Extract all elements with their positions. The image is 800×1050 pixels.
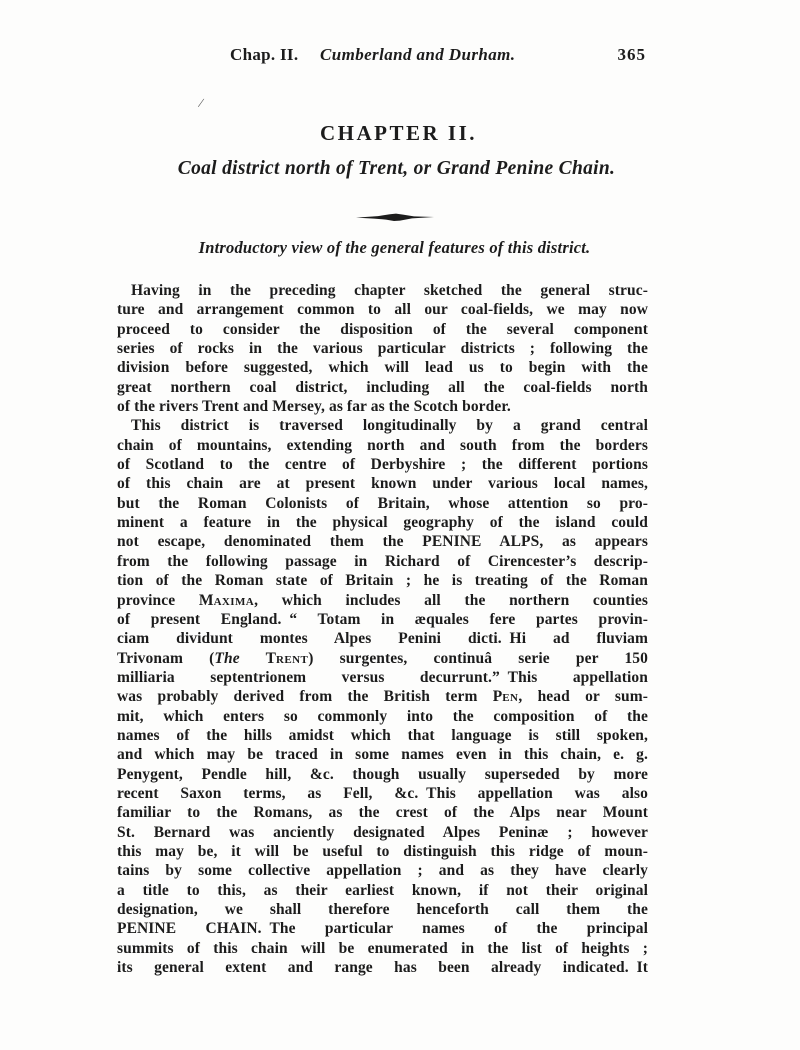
- page-number: 365: [617, 45, 646, 64]
- paragraph: [117, 416, 648, 977]
- text-line: [117, 784, 648, 803]
- text-segment: not escape, denominated them the PENINE ALPS, as appears: [117, 533, 648, 551]
- text-segment: chain of mountains, extending north and south from the borders: [117, 436, 648, 454]
- text-segment: proceed to consider the disposition of the several component: [117, 320, 648, 338]
- text-line: [117, 571, 648, 590]
- text-line: [117, 765, 648, 784]
- small-caps-text: en: [502, 688, 519, 706]
- text-segment: summits of this chain will be enumerated in the list of heights ;: [117, 939, 648, 957]
- swell-rule-divider-icon: [356, 209, 434, 218]
- text-segment: great northern coal district, including all the coal-fields north: [117, 378, 648, 396]
- text-segment: ture and arrangement common to all our coal-fields, we may now: [117, 301, 648, 319]
- text-line: [117, 591, 648, 610]
- text-segment: Trivonam (: [117, 649, 215, 667]
- text-line: [117, 861, 648, 880]
- text-line: [117, 881, 648, 900]
- text-segment: ciam dividunt montes Alpes Penini dicti. Hi ad fluviam: [117, 630, 648, 648]
- text-line: [117, 687, 648, 706]
- text-segment: milliaria septentrionem versus decurrunt.” This appellation: [117, 668, 648, 686]
- text-line: [117, 358, 648, 377]
- text-segment: Penygent, Pendle hill, &c. though usually superseded by more: [117, 765, 648, 783]
- stray-scan-mark: /: [198, 94, 204, 111]
- text-segment: familiar to the Romans, as the crest of the Alps near Mount: [117, 804, 648, 822]
- section-intro: Introductory view of the general features of this district.: [198, 238, 591, 257]
- text-segment: was probably derived from the British term P: [117, 688, 503, 706]
- text-segment: St. Bernard was anciently designated Alpes Peninæ ; however: [117, 823, 648, 841]
- text-segment: , head or sum-: [518, 688, 648, 706]
- text-line: [117, 707, 648, 726]
- text-line: [117, 378, 648, 397]
- text-line: [117, 532, 648, 551]
- text-line: [117, 494, 648, 513]
- text-segment: of the rivers Trent and Mersey, as far as the Scotch border.: [117, 398, 511, 416]
- text-segment: minent a feature in the physical geography of the island could: [117, 514, 648, 532]
- body-text: [117, 281, 648, 977]
- text-line: [117, 823, 648, 842]
- text-line: [117, 803, 648, 822]
- text-segment: Having in the preceding chapter sketched the general struc-: [131, 282, 648, 299]
- text-segment: names of the hills amidst which that language is still spoken,: [117, 726, 648, 744]
- text-line: [117, 745, 648, 764]
- text-line: [117, 552, 648, 571]
- text-line: [117, 436, 648, 455]
- text-line: [117, 629, 648, 648]
- text-segment: , which includes all the northern counties: [254, 591, 648, 609]
- chapter-subtitle: Coal district north of Trent, or Grand Penine Chain.: [177, 158, 616, 179]
- text-line: [117, 842, 648, 861]
- text-line: [117, 900, 648, 919]
- text-segment: from the following passage in Richard of Cirencester’s descrip-: [117, 552, 648, 570]
- text-line: [117, 474, 648, 493]
- paragraph: [117, 281, 648, 416]
- small-caps-text: axima: [213, 591, 255, 609]
- text-segment: and which may be traced in some names even in this chain, e. g.: [117, 746, 648, 764]
- text-segment: this may be, it will be useful to distinguish this ridge of moun-: [117, 842, 648, 860]
- running-header: [117, 45, 648, 69]
- text-segment: a title to this, as their earliest known, if not their original: [117, 881, 648, 899]
- text-line: [117, 416, 648, 435]
- text-line: [117, 939, 648, 958]
- text-segment: designation, we shall therefore henceforth call them the: [117, 901, 648, 918]
- text-line: [117, 958, 648, 977]
- text-segment: tion of the Roman state of Britain ; he is treating of the Roman: [117, 572, 648, 590]
- text-line: [117, 281, 648, 300]
- text-line: [117, 397, 648, 416]
- chapter-heading: CHAPTER II.: [319, 121, 478, 145]
- text-line: [117, 726, 648, 745]
- text-line: [117, 610, 648, 629]
- text-line: [117, 455, 648, 474]
- text-segment: mit, which enters so commonly into the composition of the: [117, 707, 648, 725]
- text-segment: This district is traversed longitudinally by a grand central: [131, 417, 648, 435]
- text-line: [117, 919, 648, 938]
- text-segment: province M: [117, 591, 214, 609]
- text-line: [117, 300, 648, 319]
- text-segment: tains by some collective appellation ; and as they have clearly: [117, 862, 648, 880]
- running-header-title: Cumberland and Durham.: [320, 45, 516, 64]
- text-line: [117, 668, 648, 687]
- text-segment: of Scotland to the centre of Derbyshire ; the different portions: [117, 456, 648, 474]
- text-segment: ) surgentes, continuâ serie per 150: [308, 649, 648, 667]
- text-line: [117, 320, 648, 339]
- text-line: [117, 513, 648, 532]
- text-segment: PENINE CHAIN. The particular names of the principal: [117, 920, 648, 938]
- text-segment: its general extent and range has been already indicated. It: [117, 959, 648, 977]
- italic-text: The: [214, 649, 240, 667]
- running-header-chapter-label: Chap. II.: [230, 45, 299, 64]
- text-segment: series of rocks in the various particular districts ; following the: [117, 340, 648, 358]
- text-segment: but the Roman Colonists of Britain, whose attention so pro-: [117, 494, 648, 512]
- text-line: [117, 339, 648, 358]
- text-segment: division before suggested, which will lead us to begin with the: [117, 359, 648, 377]
- text-segment: T: [239, 649, 277, 667]
- text-segment: of this chain are at present known under various local names,: [117, 475, 648, 493]
- text-segment: recent Saxon terms, as Fell, &c. This appellation was also: [117, 784, 648, 802]
- text-segment: of present England. “ Totam in æquales fere partes provin-: [117, 610, 648, 628]
- text-line: [117, 649, 648, 668]
- small-caps-text: rent: [276, 649, 309, 667]
